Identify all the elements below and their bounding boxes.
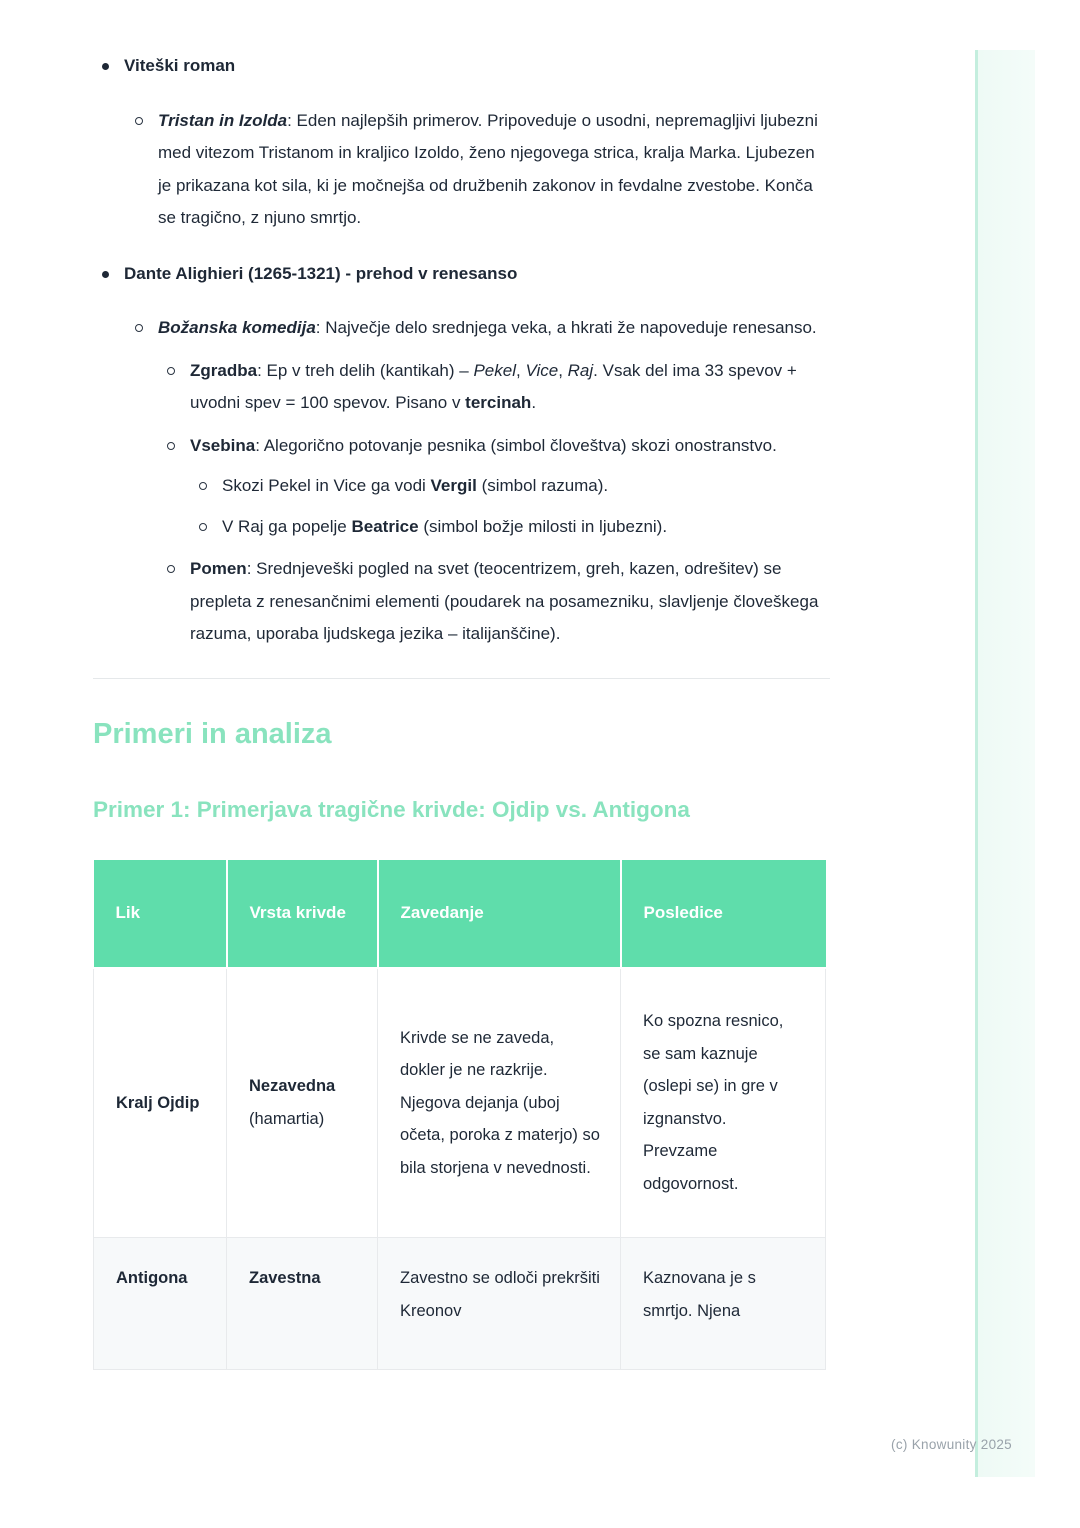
text-run: : Ep v treh delih (kantikah) – [257, 360, 474, 380]
list-item-text [93, 553, 830, 651]
list-item [93, 50, 830, 83]
page-content [93, 50, 830, 1370]
table-header-cell: Zavedanje [378, 860, 621, 968]
text-run: , [515, 360, 526, 380]
text-run: : Največje delo srednjega veka, a hkrati že napoveduje renesanso. [315, 318, 817, 337]
text-run: Beatrice [351, 516, 419, 536]
text-run: : Srednjeveški pogled na svet (teocentrizem, greh, kazen, odrešitev) se prepleta z renesančnimi elementi (poudarek na posamezniku, slavljenje človeškega razuma, uporaba ljudskega jezika – italijanščine). [190, 559, 819, 643]
bullet-disc-icon [102, 271, 109, 278]
bullet-circle-icon [167, 565, 175, 573]
text-run: Ko spozna resnico, se sam kaznuje (oslepi se) in gre v izgnanstvo. Prevzame odgovornost. [643, 1012, 784, 1193]
list-item [93, 258, 830, 291]
text-run: : Eden najlepših primerov. Pripoveduje o usodni, nepremagljivi ljubezni med vitezom Tristanom in kraljico Izoldo, ženo njegovega strica, kralja Marka. Ljubezen je prikazana kot sila, ki je močnejša od družbenih zakonov in fevdalne zvestobe. Konča se tragično, z njuno smrtjo. [158, 110, 818, 227]
list-item [93, 511, 830, 544]
page-accent-strip [975, 50, 1035, 1477]
text-run: Vergil [430, 476, 477, 495]
bullet-disc-icon [102, 63, 109, 70]
text-run: Nezavedna [249, 1077, 336, 1096]
table-cell [621, 968, 826, 1238]
list-item-text [93, 258, 830, 291]
text-run: Zavestno se odloči prekršiti Kreonov [400, 1269, 600, 1320]
list-item-text [93, 105, 830, 235]
list-item [93, 312, 830, 345]
text-run: V Raj ga popelje [222, 516, 352, 536]
list-item-text [93, 355, 830, 420]
table-header-cell: Posledice [621, 860, 826, 968]
table-cell [621, 1238, 826, 1370]
table-cell [227, 1238, 378, 1370]
text-run: Zgradba [190, 360, 258, 380]
text-run: (hamartia) [249, 1109, 325, 1128]
table-body [94, 968, 826, 1370]
text-run: : Alegorično potovanje pesnika (simbol človeštva) skozi onostranstvo. [255, 435, 777, 455]
text-run: Zavestna [249, 1269, 321, 1287]
text-run: Božanska komedija [158, 318, 316, 337]
copyright-footer: (c) Knowunity 2025 [891, 1437, 1012, 1452]
text-run: . [531, 393, 537, 412]
bullet-circle-icon [199, 482, 207, 490]
bullet-circle-icon [167, 442, 175, 450]
table-header-cell: Vrsta krivde [227, 860, 378, 968]
table-header-row [94, 860, 826, 968]
text-run: Tristan in Izolda [158, 110, 288, 130]
table-cell [378, 968, 621, 1238]
text-run: Antigona [116, 1269, 188, 1287]
list-item-text [93, 50, 830, 83]
section-heading: Primeri in analiza [93, 717, 332, 750]
text-run: . Vsak del ima 33 spevov + uvodni spev = 100 spevov. Pisano v [190, 360, 797, 412]
text-run: Vice [525, 360, 559, 380]
text-run: Skozi Pekel in Vice ga vodi [222, 476, 431, 495]
text-run: Raj [567, 360, 594, 380]
bullet-circle-icon [135, 324, 143, 332]
table-cell [94, 968, 227, 1238]
table-cell [227, 968, 378, 1238]
subsection-heading: Primer 1: Primerjava tragične krivde: Ojdip vs. Antigona [93, 796, 690, 822]
section-divider [93, 678, 830, 679]
table-header-cell: Lik [94, 860, 227, 968]
text-run: Pekel [473, 360, 516, 380]
table-cell [94, 1238, 227, 1370]
table-row [94, 968, 826, 1238]
table-row [94, 1238, 826, 1370]
bullet-list [93, 50, 830, 651]
text-run: tercinah [465, 393, 532, 412]
bullet-circle-icon [167, 367, 175, 375]
text-run: , [558, 360, 568, 380]
list-item [93, 553, 830, 651]
text-run: Viteški roman [124, 56, 236, 75]
text-run: Krivde se ne zaveda, dokler je ne razkrije. Njegova dejanja (uboj očeta, poroka z materjo) so bila storjena v nevednosti. [400, 1028, 600, 1177]
text-run: Kralj Ojdip [116, 1093, 200, 1112]
list-item-text [93, 430, 830, 463]
table-cell [378, 1238, 621, 1370]
text-run: (simbol razuma). [476, 476, 609, 495]
text-run: Kaznovana je s smrtjo. Njena [643, 1269, 756, 1320]
list-item [93, 105, 830, 235]
text-run: Vsebina [190, 435, 256, 455]
text-run: Pomen [190, 559, 247, 578]
bullet-circle-icon [199, 523, 207, 531]
list-item [93, 355, 830, 420]
bullet-circle-icon [135, 117, 143, 125]
text-run: (simbol božje milosti in ljubezni). [418, 516, 668, 536]
list-item-text [93, 312, 830, 345]
list-item [93, 430, 830, 463]
text-run: Dante Alighieri (1265-1321) - prehod v renesanso [124, 263, 518, 283]
list-item [93, 470, 830, 503]
comparison-table [93, 860, 826, 1371]
